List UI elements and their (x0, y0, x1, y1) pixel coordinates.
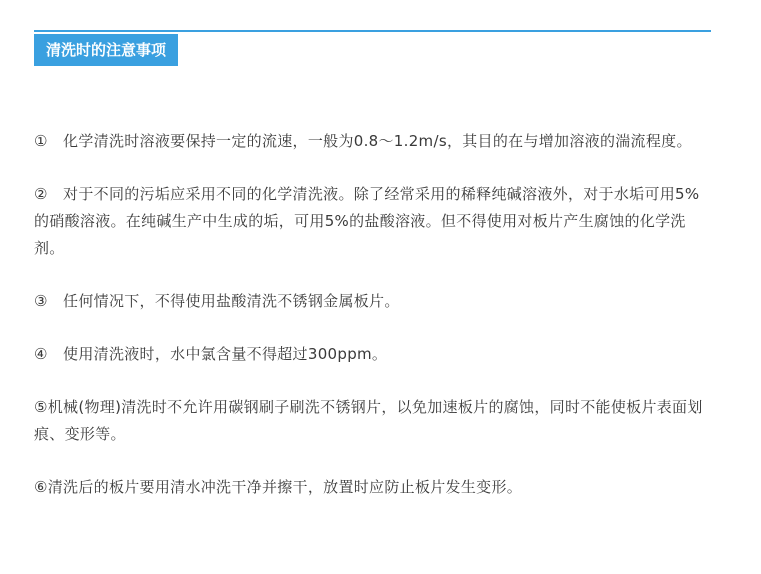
notice-item-4: ④ 使用清洗液时，水中氯含量不得超过300ppm。 (34, 345, 388, 363)
notice-item-1: ① 化学清洗时溶液要保持一定的流速，一般为0.8～1.2m/s，其目的在与增加溶液的湍流程度。 (34, 132, 692, 150)
header-rule (34, 30, 711, 32)
section-title: 清洗时的注意事项 (34, 34, 178, 66)
notice-list (34, 128, 711, 527)
notice-item-6: ⑥清洗后的板片要用清水冲洗干净并擦干，放置时应防止板片发生变形。 (34, 478, 523, 496)
notice-item-3: ③ 任何情况下，不得使用盐酸清洗不锈钢金属板片。 (34, 292, 400, 310)
notice-item-2: ② 对于不同的污垢应采用不同的化学清洗液。除了经常采用的稀释纯碱溶液外，对于水垢可用5%的硝酸溶液。在纯碱生产中生成的垢，可用5%的盐酸溶液。但不得使用对板片产生腐蚀的化学洗剂。 (34, 185, 700, 257)
notice-item-5: ⑤机械(物理)清洗时不允许用碳钢刷子刷洗不锈钢片，以免加速板片的腐蚀，同时不能使板片表面划痕、变形等。 (34, 398, 703, 443)
